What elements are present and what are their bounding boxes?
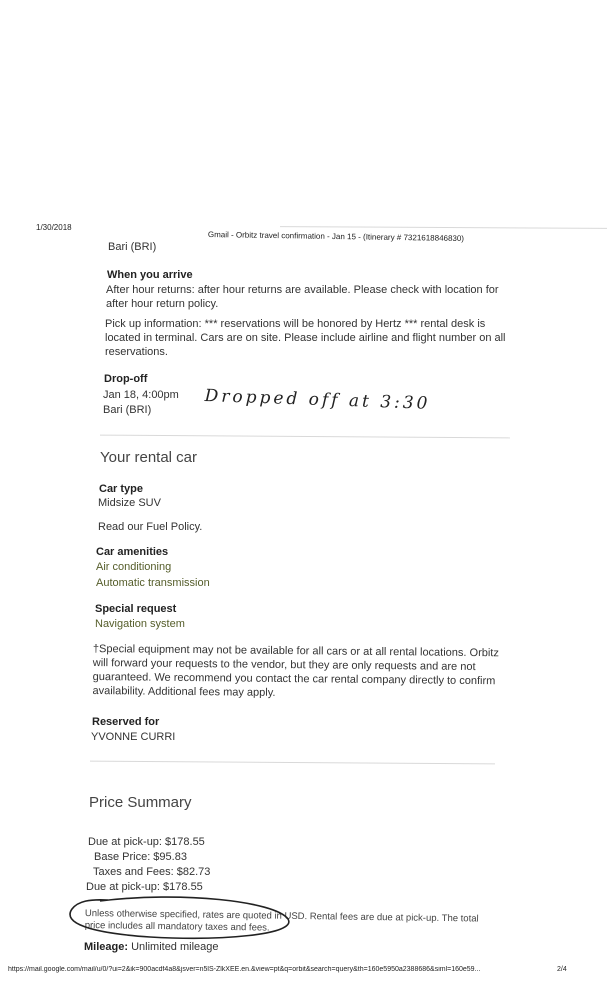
rental-car-title: Your rental car — [100, 449, 198, 466]
special-equipment-disclaimer: †Special equipment may not be available for all cars or at all rental locations. Orbitz will forward your requests to the vendor, but they are only requests and are not guaranteed. We recommend you contact the car rental company directly to confirm availability. Additional fees may apply. — [92, 642, 499, 699]
taxes-and-fees: Taxes and Fees: $82.73 — [93, 866, 211, 878]
amenities-label: Car amenities — [96, 546, 169, 558]
due-at-pickup-top: Due at pick-up: $178.55 — [88, 836, 205, 848]
handwritten-circle-mark — [60, 893, 300, 945]
car-type-value: Midsize SUV — [98, 497, 161, 509]
price-summary-title: Price Summary — [89, 794, 192, 811]
handwritten-dropoff-note: Dropped off at 3:30 — [204, 386, 431, 414]
print-date: 1/30/2018 — [36, 223, 72, 232]
reserved-for-name: YVONNE CURRI — [91, 731, 176, 743]
reserved-for-label: Reserved for — [92, 716, 160, 728]
special-request-label: Special request — [95, 603, 177, 615]
divider-2 — [90, 761, 495, 765]
pickup-location: Bari (BRI) — [108, 241, 157, 253]
price-note: Unless otherwise specified, rates are quoted in USD. Rental fees are due at pick-up. The total price includes all mandatory taxes and fees. — [84, 908, 479, 934]
fuel-policy-link[interactable]: Read our Fuel Policy. — [98, 521, 203, 533]
print-title: Gmail - Orbitz travel confirmation - Jan 15 - (Itinerary # 7321618846830) — [207, 230, 465, 244]
mileage-value: Unlimited mileage — [131, 941, 219, 953]
due-at-pickup-bottom: Due at pick-up: $178.55 — [86, 881, 203, 893]
header-rule — [280, 226, 607, 229]
amenity-air-conditioning: Air conditioning — [96, 561, 172, 573]
car-type-label: Car type — [99, 483, 144, 495]
print-url: https://mail.google.com/mail/u/0/?ui=2&ik=900acdf4a8&jsver=n5lS-ZlkXEE.en.&view=pt&q=orbit&search=query&th=160e5950a2388686&siml=160e59... — [8, 966, 481, 973]
dropoff-location: Bari (BRI) — [103, 404, 152, 416]
special-request-value: Navigation system — [95, 618, 185, 630]
arrive-heading: When you arrive — [107, 269, 193, 281]
mileage-label: Mileage: — [84, 941, 129, 953]
after-hours-text: After hour returns: after hour returns are available. Please check with location for after hour return policy. — [106, 284, 499, 310]
page-number: 2/4 — [557, 966, 567, 973]
dropoff-heading: Drop-off — [104, 373, 148, 385]
amenity-automatic-transmission: Automatic transmission — [96, 577, 210, 589]
divider-1 — [100, 435, 510, 439]
dropoff-datetime: Jan 18, 4:00pm — [103, 389, 179, 401]
mileage-row — [84, 941, 219, 953]
pickup-info-text: Pick up information: *** reservations will be honored by Hertz *** rental desk is located in terminal. Cars are on site. Please include airline and flight number on all reservations. — [105, 318, 506, 358]
base-price: Base Price: $95.83 — [94, 851, 187, 863]
